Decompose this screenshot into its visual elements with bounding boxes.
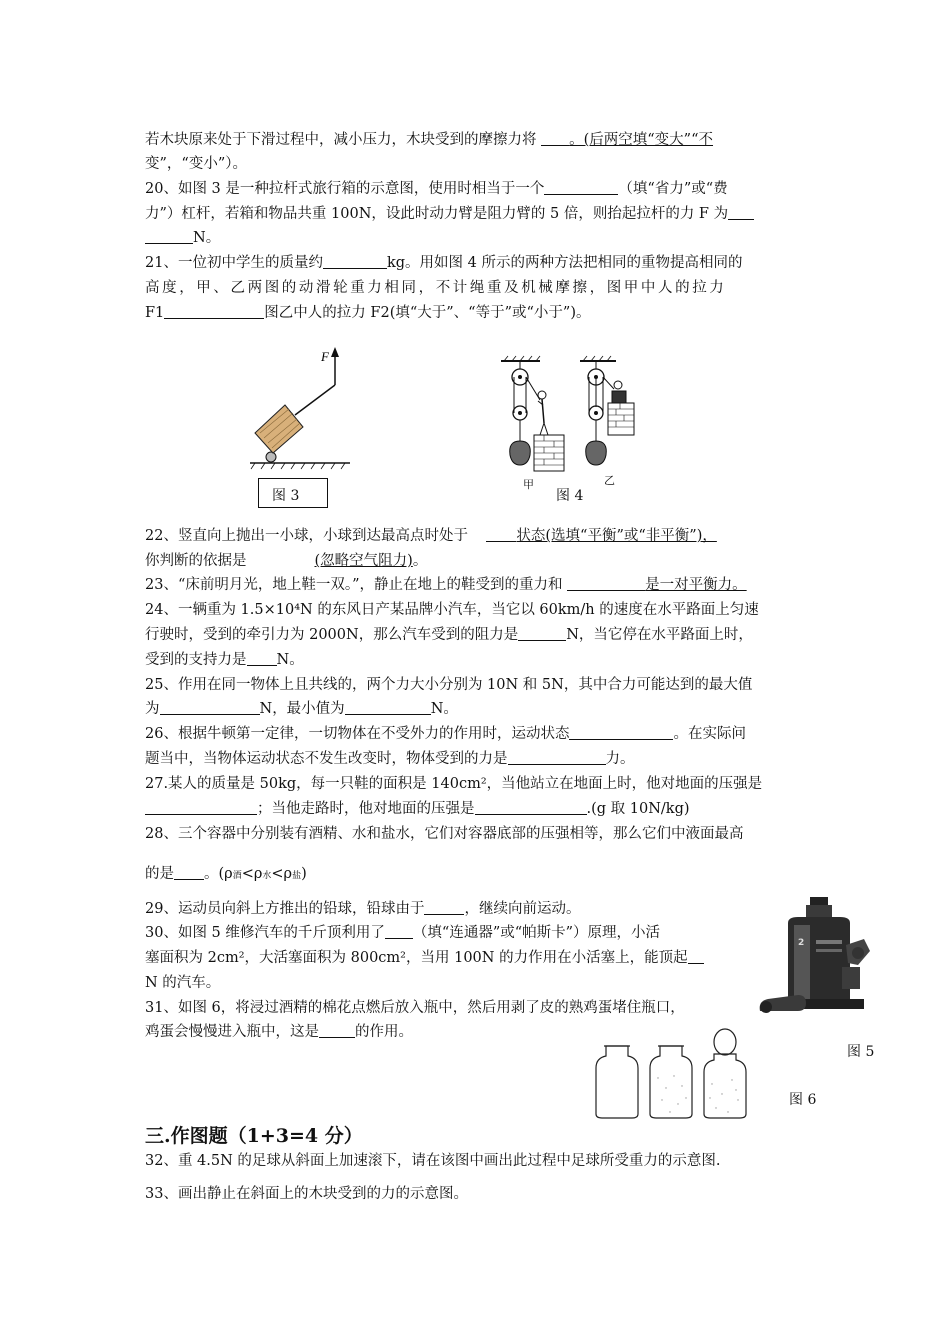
line-29: 32、重 4.5N 的足球从斜面上加速滚下，请在该图中画出此过程中足球所受重力的示意图.: [145, 1153, 721, 1169]
line-16: 为 N，最小值为 N。: [145, 701, 458, 717]
line-12: 24、一辆重为 1.5×10⁴N 的东风日产某品牌小汽车，当它以 60km/h 的速度在水平路面上匀速: [145, 602, 759, 618]
figure-5-jack: [758, 895, 873, 1020]
blank[interactable]: [319, 1023, 355, 1038]
line-01: 若木块原来处于下滑过程中，减小压力，木块受到的摩擦力将 。(后两空填“变大”“不: [145, 132, 714, 148]
blank[interactable]: [323, 254, 387, 269]
figure-4-label-yi: 乙: [604, 474, 615, 487]
line-02: 变”，“变小”）。: [145, 156, 247, 172]
line-14: 受到的支持力是 N。: [145, 652, 304, 668]
line-10: 你判断的依据是 (忽略空气阻力)。: [145, 553, 428, 569]
line-07: 高度，甲、乙两图的动滑轮重力相同，不计绳重及机械摩擦，图甲中人的拉力: [145, 280, 727, 296]
line-17: 26、根据牛顿第一定律，一切物体在不受外力的作用时，运动状态 。在实际问: [145, 726, 746, 742]
line-27: 31、如图 6，将浸过酒精的棉花点燃后放入瓶中，然后用剥了皮的熟鸡蛋堵住瓶口，: [145, 1000, 685, 1016]
line-21: 28、三个容器中分别装有酒精、水和盐水，它们对容器底部的压强相等，那么它们中液面最高: [145, 826, 744, 842]
section-3-title: 三.作图题（1+3=4 分）: [145, 1125, 363, 1147]
line-15: 25、作用在同一物体上且共线的，两个力大小分别为 10N 和 5N，其中合力可能达到的最大值: [145, 677, 753, 693]
line-23: 29、运动员向斜上方推出的铅球，铅球由于 ，继续向前运动。: [145, 901, 581, 917]
figure-3-diagram: [245, 345, 355, 470]
figure-5-caption: 图 5: [847, 1044, 875, 1060]
blank[interactable]: [544, 180, 618, 195]
svg-text:2: 2: [798, 938, 805, 948]
blank[interactable]: [345, 700, 431, 715]
line-18: 题当中，当物体运动状态不发生改变时，物体受到的力是 力。: [145, 751, 635, 767]
blank[interactable]: [567, 576, 645, 591]
blank[interactable]: [424, 900, 464, 915]
figure-4-diagram: [498, 355, 648, 485]
figure-6-bottles: [592, 1028, 752, 1120]
line-20: ；当他走路时，他对地面的压强是 .(g 取 10N/kg): [145, 800, 690, 818]
blank[interactable]: [486, 527, 516, 542]
blank[interactable]: [475, 800, 587, 815]
line-19: 27.某人的质量是 50kg，每一只鞋的面积是 140cm²，当他站立在地面上时，他对地面的压强是: [145, 776, 763, 792]
line-24: 30、如图 5 维修汽车的千斤顶利用了 （填“连通器”或“帕斯卡”）原理，小活: [145, 925, 661, 941]
line-13: 行驶时，受到的牵引力为 2000N，那么汽车受到的阻力是 N，当它停在水平路面上时，: [145, 627, 753, 643]
blank[interactable]: [541, 131, 569, 146]
blank[interactable]: [508, 750, 606, 765]
blank[interactable]: [145, 229, 193, 244]
force-label-f: F: [321, 349, 329, 364]
line-06: 21、一位初中学生的质量约 kg。用如图 4 所示的两种方法把相同的重物提高相同的: [145, 255, 743, 271]
figure-6-caption: 图 6: [789, 1092, 817, 1108]
blank[interactable]: [174, 865, 204, 880]
blank[interactable]: [385, 924, 413, 939]
figure-4-caption: 图 4: [556, 488, 584, 504]
blank[interactable]: [688, 949, 704, 964]
line-03: 20、如图 3 是一种拉杆式旅行箱的示意图，使用时相当于一个 （填“省力”或“费: [145, 181, 728, 197]
blank[interactable]: [518, 626, 566, 641]
line-04: 力”）杠杆，若箱和物品共重 100N，设此时动力臂是阻力臂的 5 倍，则抬起拉杆的力 F 为: [145, 205, 754, 223]
blank[interactable]: [569, 725, 673, 740]
blank[interactable]: [728, 205, 754, 220]
line-25: 塞面积为 2cm²，大活塞面积为 800cm²，当用 100N 的力作用在小活塞上，能顶起: [145, 949, 704, 967]
line-28: 鸡蛋会慢慢进入瓶中，这是 的作用。: [145, 1024, 413, 1040]
line-11: 23、“床前明月光，地上鞋一双。”，静止在地上的鞋受到的重力和 是一对平衡力。: [145, 577, 747, 593]
line-05: N。: [145, 229, 220, 247]
line-30: 33、画出静止在斜面上的木块受到的力的示意图。: [145, 1186, 468, 1202]
figure-3-caption: 图 3: [272, 488, 300, 504]
line-26: N 的汽车。: [145, 975, 221, 991]
blank[interactable]: [247, 651, 277, 666]
blank[interactable]: [164, 304, 264, 319]
line-09: 22、竖直向上抛出一小球，小球到达最高点时处于 状态(选填“平衡”或“非平衡”)，: [145, 528, 717, 544]
line-08: F1 图乙中人的拉力 F2(填“大于”、“等于”或“小于”)。: [145, 305, 591, 321]
figure-4-label-jia: 甲: [523, 478, 534, 491]
line-22: 的是 。(ρ酒<ρ水<ρ盐): [145, 866, 307, 882]
blank[interactable]: [160, 700, 260, 715]
blank[interactable]: [145, 800, 257, 815]
